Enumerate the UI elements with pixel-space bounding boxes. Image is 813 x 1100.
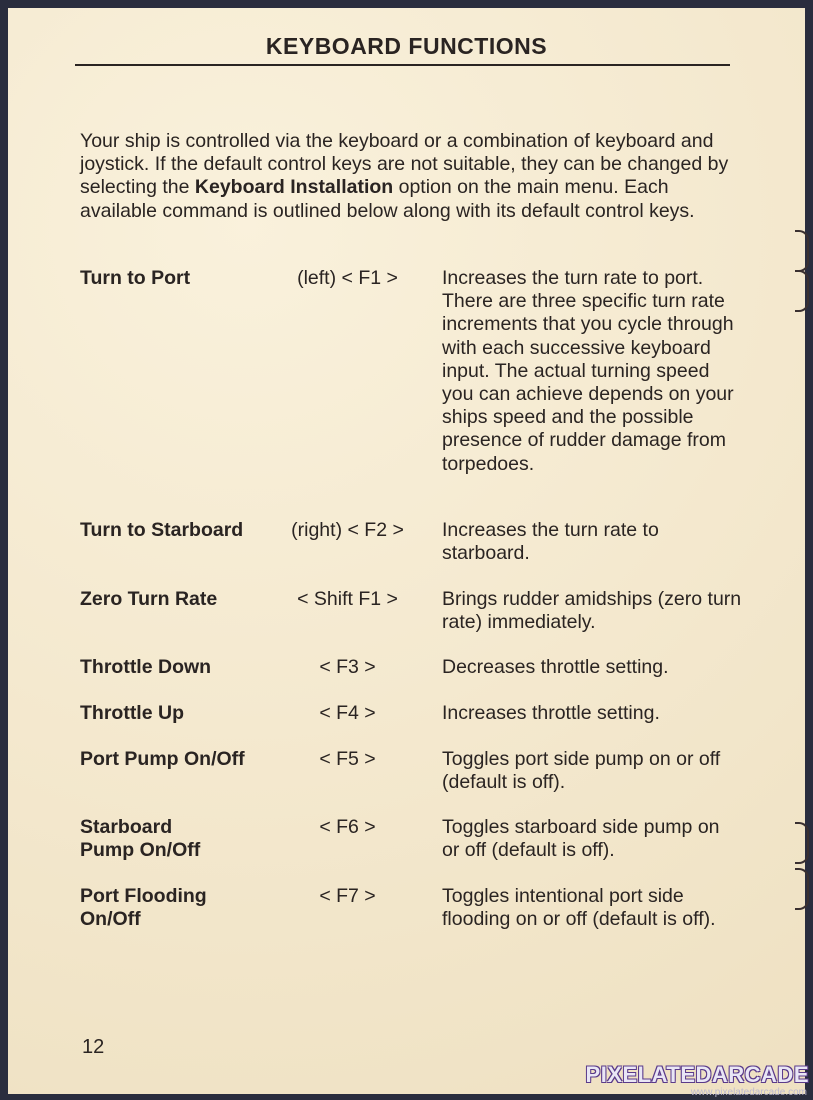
- intro-text-after: option on the main menu. Each available command is outlined below along with its default control keys.: [80, 176, 695, 222]
- page-title: KEYBOARD FUNCTIONS: [265, 33, 548, 59]
- intro-highlight: Keyboard Installation: [194, 176, 394, 199]
- command-description: Increases the turn rate to starboard.: [442, 519, 659, 565]
- command-description: Toggles starboard side pump on or off (default is off).: [442, 816, 720, 862]
- command-name: Port Flooding On/Off: [80, 885, 207, 931]
- command-description: Toggles port side pump on or off (default is off).: [442, 748, 721, 794]
- command-description: Toggles intentional port side flooding on or off (default is off).: [442, 885, 716, 931]
- command-name: Starboard Pump On/Off: [80, 816, 201, 862]
- command-description: Decreases throttle setting.: [442, 656, 669, 678]
- page-number: 12: [82, 1036, 105, 1058]
- command-key: (left) < F1 >: [297, 267, 398, 289]
- command-key: < F6 >: [319, 816, 376, 838]
- binding-staple: [795, 822, 809, 864]
- command-description: Increases throttle setting.: [442, 702, 660, 724]
- intro-text-before: Your ship is controlled via the keyboard or a combination of keyboard and joystick. If the default control keys are not suitable, they can be changed by selecting the: [80, 130, 729, 199]
- watermark-brand: PIXELATEDARCADE: [585, 1062, 809, 1087]
- title-underline: [75, 64, 730, 66]
- watermark-url: www.pixelatedarcade.com: [690, 1087, 807, 1098]
- command-name: Throttle Down: [80, 656, 212, 678]
- command-key: < Shift F1 >: [297, 588, 398, 610]
- command-key: < F5 >: [319, 748, 376, 770]
- command-name: Turn to Port: [80, 267, 191, 289]
- command-name: Turn to Starboard: [80, 519, 244, 541]
- command-name: Port Pump On/Off: [80, 748, 245, 770]
- command-name: Zero Turn Rate: [80, 588, 218, 610]
- binding-staple: [795, 868, 809, 910]
- binding-staple: [795, 230, 809, 272]
- intro-paragraph: [80, 130, 740, 223]
- command-name: Throttle Up: [80, 702, 184, 724]
- binding-staple: [795, 270, 809, 312]
- command-key: < F3 >: [319, 656, 376, 678]
- command-key: (right) < F2 >: [291, 519, 404, 541]
- command-description: Brings rudder amidships (zero turn rate) immediately.: [442, 588, 742, 634]
- command-key: < F4 >: [319, 702, 376, 724]
- command-description: Increases the turn rate to port. There are three specific turn rate increments that you cycle through with each successive keyboard input. The actual turning speed you can achieve depends on your ships speed and the possible presence of rudder damage from torpedoes.: [442, 267, 734, 475]
- command-key: < F7 >: [319, 885, 376, 907]
